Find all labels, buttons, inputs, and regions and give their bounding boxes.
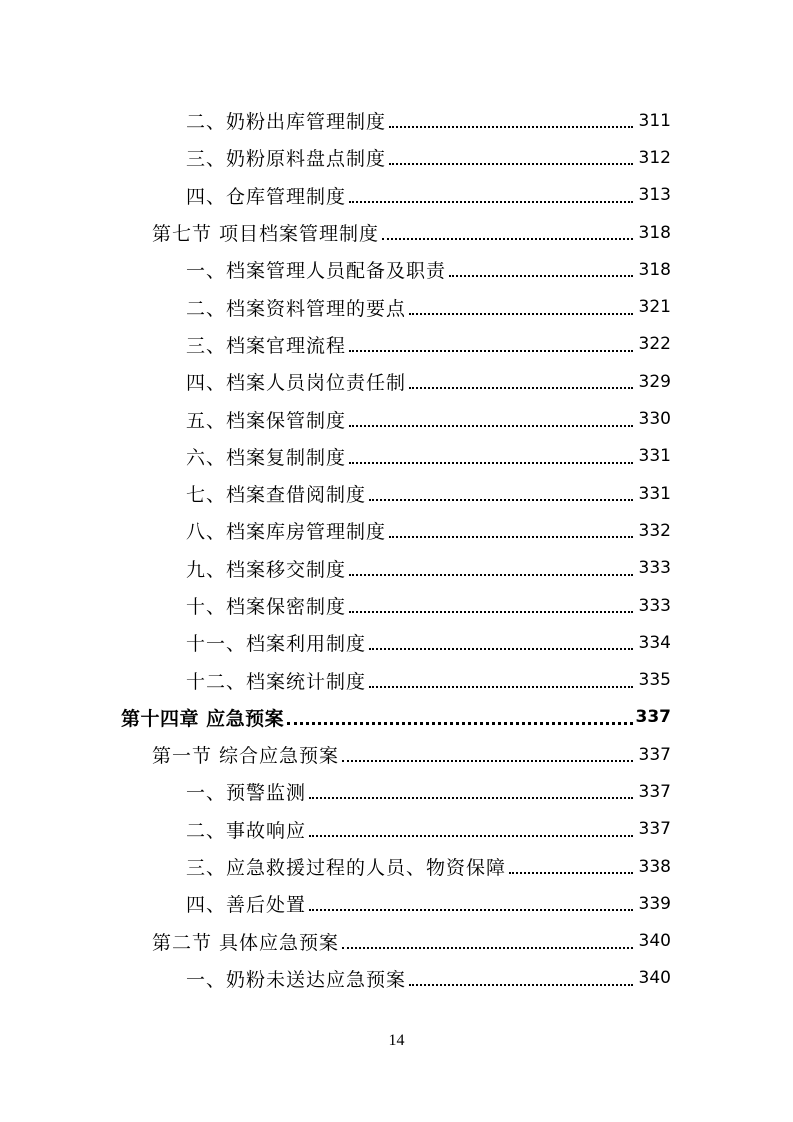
toc-entry-page: 329 (638, 371, 671, 392)
toc-entry-page: 337 (638, 819, 671, 840)
toc-entry-page: 331 (638, 483, 671, 504)
dot-leader (309, 797, 633, 799)
dot-leader (449, 275, 633, 277)
toc-entry-title: 一、档案管理人员配备及职责 (186, 260, 447, 283)
dot-leader (342, 947, 633, 949)
toc-entry[interactable] (0, 848, 793, 885)
toc-entry-title: 二、档案资料管理的要点 (186, 297, 407, 320)
toc-entry-title: 第二节 具体应急预案 (152, 931, 340, 954)
toc-entry-page: 333 (638, 558, 671, 579)
toc-entry-page: 331 (638, 446, 671, 467)
dot-leader (349, 425, 633, 427)
dot-leader (349, 611, 633, 613)
toc-entry-page: 318 (638, 222, 671, 243)
toc-entry[interactable] (0, 139, 793, 176)
dot-leader (369, 686, 633, 688)
toc-entry-page: 332 (638, 520, 671, 541)
toc-entry-page: 337 (635, 707, 671, 728)
toc-entry-page: 333 (638, 595, 671, 616)
toc-entry-page: 322 (638, 334, 671, 355)
toc-entry-page: 335 (638, 670, 671, 691)
dot-leader (349, 201, 633, 203)
toc-entry[interactable] (0, 773, 793, 810)
toc-entry-title: 二、奶粉出库管理制度 (186, 111, 387, 134)
toc-chapter-entry[interactable] (0, 699, 793, 736)
toc-entry-page: 318 (638, 259, 671, 280)
toc-entry-page: 330 (638, 409, 671, 430)
toc-entry-title: 第七节 项目档案管理制度 (152, 223, 380, 246)
dot-leader (349, 574, 633, 576)
toc-entry[interactable] (0, 363, 793, 400)
dot-leader (309, 909, 633, 911)
page-number: 14 (388, 1032, 405, 1049)
toc-entry-title: 四、仓库管理制度 (186, 185, 347, 208)
toc-entry-page: 338 (638, 856, 671, 877)
toc-entry-title: 二、事故响应 (186, 819, 307, 842)
toc-section-entry[interactable] (0, 214, 793, 251)
toc-entry[interactable] (0, 326, 793, 363)
dot-leader (389, 536, 633, 538)
dot-leader (382, 238, 633, 240)
toc-entry-page: 334 (638, 632, 671, 653)
dot-leader (349, 462, 633, 464)
toc-entry-page: 340 (638, 968, 671, 989)
toc-entry-title: 第十四章 应急预案 (121, 707, 285, 730)
toc-entry[interactable] (0, 475, 793, 512)
dot-leader (342, 760, 633, 762)
toc-entry[interactable] (0, 661, 793, 698)
toc-entry-title: 五、档案保管制度 (186, 409, 347, 432)
toc-section-entry[interactable] (0, 923, 793, 960)
dot-leader (389, 163, 633, 165)
dot-leader (389, 126, 633, 128)
toc-entry-title: 七、档案查借阅制度 (186, 484, 367, 507)
toc-entry-title: 三、奶粉原料盘点制度 (186, 148, 387, 171)
toc-entry[interactable] (0, 587, 793, 624)
toc-entry-title: 第一节 综合应急预案 (152, 745, 340, 768)
toc-entry-page: 337 (638, 744, 671, 765)
dot-leader (409, 984, 633, 986)
toc-entry[interactable] (0, 400, 793, 437)
toc-entry[interactable] (0, 811, 793, 848)
toc-entry[interactable] (0, 624, 793, 661)
toc-entry-page: 312 (638, 147, 671, 168)
toc-entry[interactable] (0, 102, 793, 139)
toc-entry-title: 三、档案官理流程 (186, 334, 347, 357)
dot-leader (369, 648, 633, 650)
table-of-contents (0, 102, 793, 997)
toc-entry-page: 311 (638, 110, 671, 131)
toc-entry-title: 四、善后处置 (186, 894, 307, 917)
toc-section-entry[interactable] (0, 736, 793, 773)
toc-entry[interactable] (0, 177, 793, 214)
toc-entry-title: 一、奶粉未送达应急预案 (186, 968, 407, 991)
toc-entry-page: 313 (638, 185, 671, 206)
toc-entry-title: 九、档案移交制度 (186, 558, 347, 581)
toc-entry[interactable] (0, 885, 793, 922)
toc-entry-title: 四、档案人员岗位责任制 (186, 372, 407, 395)
dot-leader (349, 350, 633, 352)
toc-entry[interactable] (0, 438, 793, 475)
dot-leader (369, 499, 633, 501)
toc-entry-page: 337 (638, 781, 671, 802)
dot-leader (309, 835, 633, 837)
toc-entry-page: 321 (638, 297, 671, 318)
dot-leader (409, 313, 633, 315)
toc-entry[interactable] (0, 550, 793, 587)
toc-entry[interactable] (0, 512, 793, 549)
toc-entry-page: 340 (638, 931, 671, 952)
toc-entry[interactable] (0, 251, 793, 288)
toc-entry-title: 十二、档案统计制度 (186, 670, 367, 693)
dot-leader (509, 872, 633, 874)
toc-entry-title: 十一、档案利用制度 (186, 633, 367, 656)
toc-entry-title: 六、档案复制制度 (186, 446, 347, 469)
toc-entry-title: 十、档案保密制度 (186, 596, 347, 618)
toc-entry[interactable] (0, 288, 793, 325)
dot-leader (409, 387, 633, 389)
toc-entry[interactable] (0, 960, 793, 997)
toc-entry-title: 八、档案库房管理制度 (186, 521, 387, 544)
toc-entry-title: 一、预警监测 (186, 782, 307, 805)
toc-entry-page: 339 (638, 893, 671, 914)
dot-leader (287, 722, 633, 725)
toc-entry-title: 三、应急救援过程的人员、物资保障 (186, 857, 507, 880)
